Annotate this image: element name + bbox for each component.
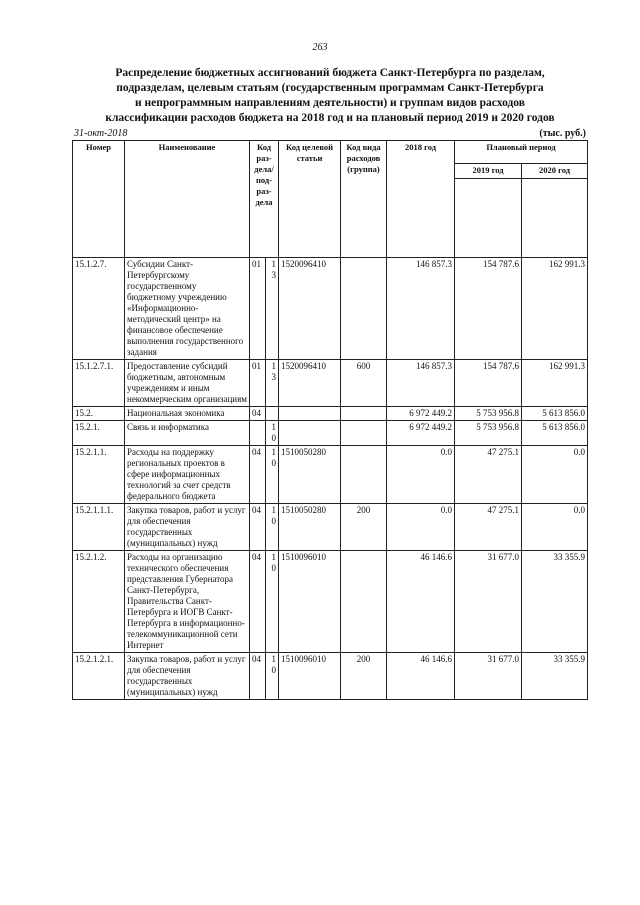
- row-name: Связь и информатика: [125, 421, 250, 446]
- row-2019: 31 677.0: [455, 551, 522, 653]
- row-podrazdel: 13: [266, 258, 279, 360]
- row-2018: 6 972 449.2: [387, 407, 455, 421]
- title-line: Распределение бюджетных ассигнований бюджета Санкт-Петербурга по разделам,: [115, 67, 545, 79]
- row-number: 15.2.: [73, 407, 125, 421]
- row-2019: 47 275.1: [455, 446, 522, 504]
- title-line: подразделам, целевым статьям (государственным программам Санкт-Петербурга: [116, 82, 544, 94]
- header-vid: Код вида расходов (группа): [341, 141, 387, 258]
- row-razdel: 04: [250, 504, 266, 551]
- row-2019: 154 787.6: [455, 360, 522, 407]
- row-2018: 146 857.3: [387, 360, 455, 407]
- row-2020: 5 613 856.0: [522, 421, 588, 446]
- row-2019: 5 753 956.8: [455, 421, 522, 446]
- header-name: Наименование: [125, 141, 250, 258]
- row-target: 1510096010: [279, 653, 341, 700]
- table-row: [73, 360, 588, 407]
- table-row: [73, 446, 588, 504]
- row-2019: 47 275.1: [455, 504, 522, 551]
- row-2020: 0.0: [522, 504, 588, 551]
- page-number: 263: [312, 42, 328, 53]
- row-2020: 5 613 856.0: [522, 407, 588, 421]
- row-podrazdel: 10: [266, 504, 279, 551]
- row-target: 1520096410: [279, 360, 341, 407]
- row-vid: [341, 421, 387, 446]
- budget-table: [72, 140, 588, 700]
- header-razdel: Код раз-дела/ под-раз-дела: [250, 141, 279, 258]
- row-target: 1510050280: [279, 504, 341, 551]
- row-razdel: 01: [250, 360, 266, 407]
- row-2019: 154 787.6: [455, 258, 522, 360]
- row-vid: [341, 258, 387, 360]
- row-vid: 600: [341, 360, 387, 407]
- row-razdel: 04: [250, 446, 266, 504]
- row-2018: 46 146.6: [387, 551, 455, 653]
- row-razdel: 01: [250, 258, 266, 360]
- row-number: 15.2.1.1.1.: [73, 504, 125, 551]
- row-vid: [341, 446, 387, 504]
- header-number: Номер: [73, 141, 125, 258]
- row-podrazdel: 10: [266, 446, 279, 504]
- row-razdel: [250, 421, 266, 446]
- row-number: 15.2.1.: [73, 421, 125, 446]
- row-name: Национальная экономика: [125, 407, 250, 421]
- row-name: Закупка товаров, работ и услуг для обеспечения государственных (муниципальных) нужд: [125, 504, 250, 551]
- row-2020: 162 991.3: [522, 258, 588, 360]
- row-name: Предоставление субсидий бюджетным, автономным учреждениям и иным некоммерческим организациям: [125, 360, 250, 407]
- row-2018: 0.0: [387, 446, 455, 504]
- row-2018: 146 857.3: [387, 258, 455, 360]
- row-2020: 33 355.9: [522, 551, 588, 653]
- row-target: [279, 407, 341, 421]
- row-name: Расходы на поддержку региональных проектов в сфере информационных технологий за счет средств федерального бюджета: [125, 446, 250, 504]
- document-date: 31-окт-2018: [74, 128, 128, 139]
- title-line: классификации расходов бюджета на 2018 год и на плановый период 2019 и 2020 годов: [105, 112, 555, 124]
- header-2019: 2019 год: [455, 164, 522, 179]
- row-name: Расходы на организацию технического обеспечения представления Губернатора Санкт-Петербурга, Правительства Санкт-Петербурга и ИОГВ Санкт-Петербурга в информационно-телекоммуникационной сети Интернет: [125, 551, 250, 653]
- row-2020: 162 991.3: [522, 360, 588, 407]
- row-number: 15.2.1.2.1.: [73, 653, 125, 700]
- row-vid: 200: [341, 504, 387, 551]
- row-target: 1510050280: [279, 446, 341, 504]
- header-spacer-cell: [522, 179, 588, 258]
- row-2018: 46 146.6: [387, 653, 455, 700]
- row-podrazdel: 10: [266, 551, 279, 653]
- table-row: [73, 407, 588, 421]
- header-spacer-cell: [455, 179, 522, 258]
- row-vid: 200: [341, 653, 387, 700]
- row-razdel: 04: [250, 653, 266, 700]
- table-row: [73, 653, 588, 700]
- row-name: Закупка товаров, работ и услуг для обеспечения государственных (муниципальных) нужд: [125, 653, 250, 700]
- row-2020: 0.0: [522, 446, 588, 504]
- row-razdel: 04: [250, 407, 266, 421]
- units-label: (тыс. руб.): [539, 128, 586, 139]
- table-row: [73, 258, 588, 360]
- row-podrazdel: 10: [266, 653, 279, 700]
- row-razdel: 04: [250, 551, 266, 653]
- row-number: 15.1.2.7.: [73, 258, 125, 360]
- title-line: и непрограммным направлениям деятельности) и группам видов расходов: [135, 97, 525, 109]
- row-2019: 31 677.0: [455, 653, 522, 700]
- row-2018: 0.0: [387, 504, 455, 551]
- row-number: 15.2.1.1.: [73, 446, 125, 504]
- table-row: [73, 504, 588, 551]
- row-vid: [341, 551, 387, 653]
- row-2018: 6 972 449.2: [387, 421, 455, 446]
- row-podrazdel: 10: [266, 421, 279, 446]
- row-name: Субсидии Санкт-Петербургскому государственному бюджетному учреждению «Информационно-методический центр» на финансовое обеспечение выполнения государственного задания: [125, 258, 250, 360]
- header-2018: 2018 год: [387, 141, 455, 258]
- header-planned-period: Плановый период: [455, 141, 588, 164]
- document-title: [60, 66, 600, 126]
- row-number: 15.1.2.7.1.: [73, 360, 125, 407]
- table-header-row: [73, 141, 588, 164]
- row-vid: [341, 407, 387, 421]
- row-2020: 33 355.9: [522, 653, 588, 700]
- row-podrazdel: [266, 407, 279, 421]
- row-podrazdel: 13: [266, 360, 279, 407]
- row-target: [279, 421, 341, 446]
- table-row: [73, 551, 588, 653]
- row-target: 1520096410: [279, 258, 341, 360]
- row-number: 15.2.1.2.: [73, 551, 125, 653]
- header-2020: 2020 год: [522, 164, 588, 179]
- row-2019: 5 753 956.8: [455, 407, 522, 421]
- row-target: 1510096010: [279, 551, 341, 653]
- header-target: Код целевой статьи: [279, 141, 341, 258]
- table-row: [73, 421, 588, 446]
